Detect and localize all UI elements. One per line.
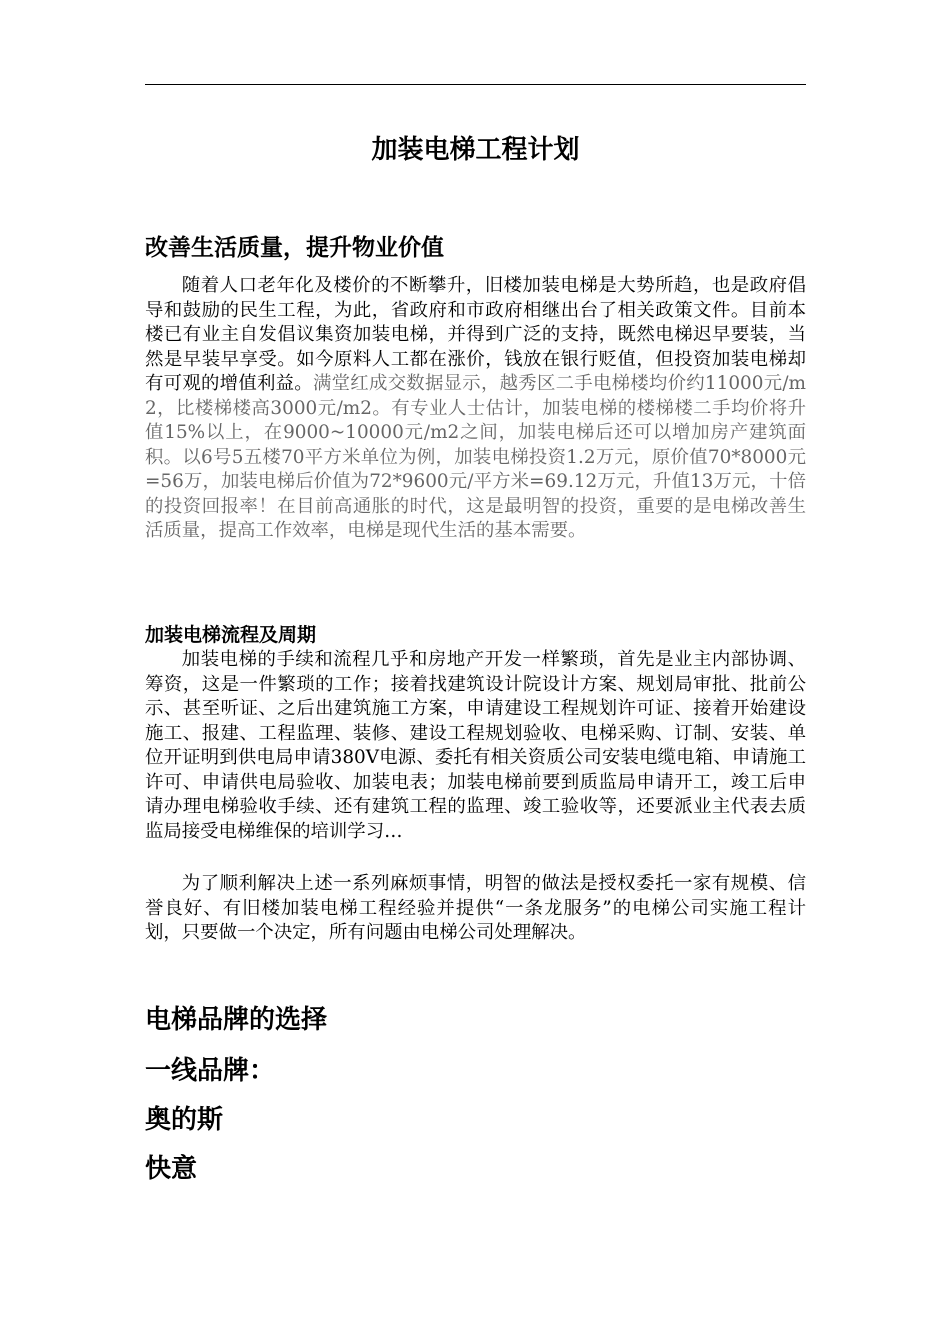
section-heading-brands: 电梯品牌的选择 [145, 1005, 328, 1035]
paragraph-value-text: 随着人口老年化及楼价的不断攀升，旧楼加装电梯是大势所趋，也是政府倡导和鼓励的民生工程，为此，省政府和市政府相继出台了相关政策文件。目前本楼已有业主自发倡议集资加装电梯，并得到广泛的支持，既然电梯迟早要装，当然是早装早享受。如今原料人工都在涨价，钱放在银行贬值，但投资加装电梯却有可观的增值利益。 [145, 275, 806, 394]
paragraph-value-stats: 满堂红成交数据显示，越秀区二手电梯楼均价约11000元/m2，比楼梯楼高3000元/m2。有专业人士估计，加装电梯的楼梯楼二手均价将升值15%以上，在9000~10000元/m2之间，加装电梯后还可以增加房产建筑面积。以6号5五楼70平方米单位为例，加装电梯投资1.2万元，原价值70*8000元=56万，加装电梯后价值为72*9600元/平方米=69.12万元，升值13万元，十倍的投资回报率！在目前高通胀的时代，这是最明智的投资，重要的是电梯改善生活质量，提高工作效率，电梯是现代生活的基本需要。 [145, 373, 806, 541]
paragraph-advice: 为了顺利解决上述一系列麻烦事情，明智的做法是授权委托一家有规模、信誉良好、有旧楼加装电梯工程经验并提供“一条龙服务”的电梯公司实施工程计划，只要做一个决定，所有问题由电梯公司处理解决。 [145, 873, 806, 943]
header-rule [145, 84, 806, 85]
brand-item-kuaiyi: 快意 [145, 1154, 198, 1184]
paragraph-value [145, 274, 806, 544]
brand-item-otis: 奥的斯 [145, 1105, 224, 1135]
section-heading-quality: 改善生活质量，提升物业价值 [145, 235, 444, 261]
brand-tier-heading: 一线品牌： [145, 1056, 276, 1086]
section-heading-process: 加装电梯流程及周期 [145, 624, 317, 646]
document-title: 加装电梯工程计划 [371, 135, 580, 165]
paragraph-process: 加装电梯的手续和流程几乎和房地产开发一样繁琐，首先是业主内部协调、筹资，这是一件繁琐的工作；接着找建筑设计院设计方案、规划局审批、批前公示、甚至听证、之后出建筑施工方案，申请建设工程规划许可证、接着开始建设施工、报建、工程监理、装修、建设工程规划验收、电梯采购、订制、安装、单位开证明到供电局申请380V电源、委托有相关资质公司安装电缆电箱、申请施工许可、申请供电局验收、加装电表；加装电梯前要到质监局申请开工，竣工后申请办理电梯验收手续、还有建筑工程的监理、竣工验收等，还要派业主代表去质监局接受电梯维保的培训学习… [145, 649, 806, 842]
